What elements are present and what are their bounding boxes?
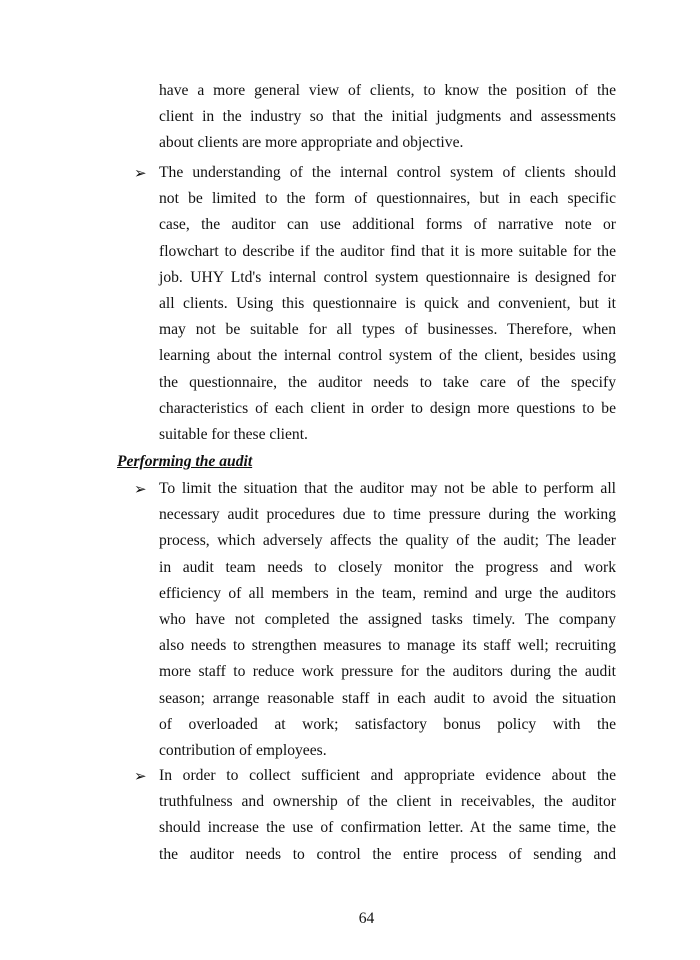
text-line: in audit team needs to closely monitor the progress and work [159,558,616,576]
text-line: characteristics of each client in order to design more questions to be [159,399,616,417]
text-line: process, which adversely affects the quality of the audit; The leader [159,532,616,550]
bullet-arrow-icon: ➢ [134,164,147,182]
text-line: not be limited to the form of questionnaires, but in each specific [159,190,616,208]
text-line: truthfulness and ownership of the client in receivables, the auditor [159,793,616,811]
text-line: necessary audit procedures due to time pressure during the working [159,506,616,524]
text-line: case, the auditor can use additional forms of narrative note or [159,216,616,234]
text-line: more staff to reduce work pressure for the auditors during the audit [159,663,616,681]
bullet-arrow-icon: ➢ [134,480,147,498]
text-line: job. UHY Ltd's internal control system questionnaire is designed for [159,268,616,286]
text-line: also needs to strengthen measures to manage its staff well; recruiting [159,637,616,655]
bullet-paragraph-time-pressure [159,476,616,764]
paragraph-continuation [159,78,616,157]
text-line: the questionnaire, the auditor needs to take care of the specify [159,373,616,391]
text-line: have a more general view of clients, to know the position of the [159,82,616,99]
text-line: about clients are more appropriate and objective. [159,134,464,152]
text-line: The understanding of the internal control system of clients should [159,164,616,181]
text-line: of overloaded at work; satisfactory bonus policy with the [159,715,616,733]
bullet-paragraph-internal-control [159,160,616,448]
text-line: suitable for these client. [159,425,308,443]
text-line: season; arrange reasonable staff in each audit to avoid the situation [159,689,616,707]
text-line: To limit the situation that the auditor may not be able to perform all [159,480,616,497]
text-line: learning about the internal control system of the client, besides using [159,347,616,365]
text-line: contribution of employees. [159,741,327,759]
text-line: should increase the use of confirmation letter. At the same time, the [159,819,616,837]
text-line: efficiency of all members in the team, remind and urge the auditors [159,584,616,602]
text-line: flowchart to describe if the auditor find that it is more suitable for the [159,242,616,260]
text-line: all clients. Using this questionnaire is quick and convenient, but it [159,294,616,312]
text-line: may not be suitable for all types of businesses. Therefore, when [159,321,616,339]
bullet-arrow-icon: ➢ [134,767,147,785]
text-line: In order to collect sufficient and appropriate evidence about the [159,767,616,784]
section-heading: Performing the audit [117,453,253,470]
text-line: who have not completed the assigned tasks timely. The company [159,610,616,628]
bullet-paragraph-confirmation [159,763,616,868]
page-number: 64 [358,910,375,927]
text-line: the auditor needs to control the entire process of sending and [159,845,616,863]
text-line: client in the industry so that the initial judgments and assessments [159,108,616,126]
